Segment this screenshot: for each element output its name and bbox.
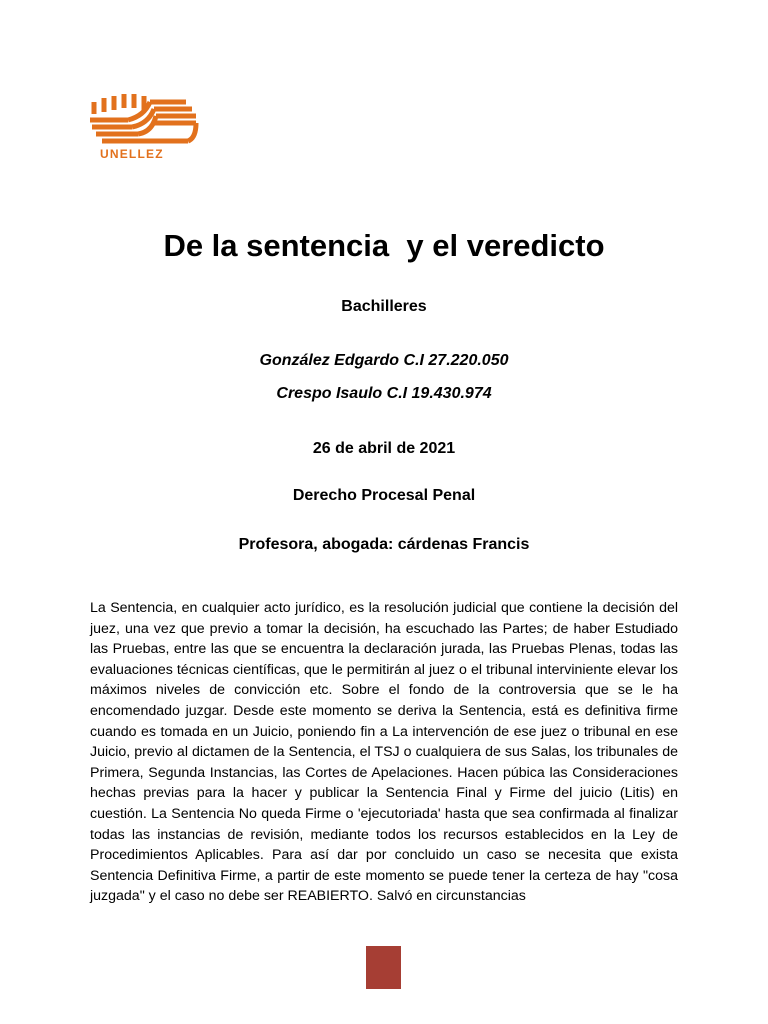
unellez-logo-icon [88,92,200,148]
professor-line: Profesora, abogada: cárdenas Francis [238,536,530,553]
document-title: De la sentencia y el veredicto [163,228,605,263]
logo-wordmark: UNELLEZ [100,147,164,161]
subtitle: Bachilleres [341,298,427,315]
body-paragraph: La Sentencia, en cualquier acto jurídico, es la resolución judicial que contiene la decisión del juez, una vez que previo a tomar la decisión, ha escuchado las Partes; de haber Estudiado las Pruebas, entre las que se encuentra la declaración jurada, las Pruebas Plenas, todas las evaluaciones técnicas científicas, que le permitirán al juez o el tribunal interviniente elevar los máximos niveles de convicción etc. Sobre el fondo de la controversia que se le ha encomendado juzgar. Desde este momento se deriva la Sentencia, está es definitiva firme cuando es tomada en un Juicio, poniendo fin a La intervención de ese juez o tribunal en ese Juicio, previo al dictamen de la Sentencia, el TSJ o cualquiera de sus Salas, los tribunales de Primera, Segunda Instancias, las Cortes de Apelaciones. Hacen púbica las Consideraciones hechas previas para la hacer y publicar la Sentencia Final y Firme del juicio (Litis) en cuestión. La Sentencia No queda Firme o 'ejecutoriada' hasta que sea confirmada al finalizar todas las instancias de revisión, mediante todos los recursos establecidos en la Ley de Procedimientos Aplicables. Para así dar por concluido un caso se necesita que exista Sentencia Definitiva Firme, a partir de este momento se puede tener la certeza de hay "cosa juzgada" y el caso no debe ser REABIERTO. Salvó en circunstancias [90,600,678,905]
author-1: González Edgardo C.I 27.220.050 [259,352,509,369]
unellez-logo [88,92,200,162]
page-marker-base [366,987,401,989]
author-2: Crespo Isaulo C.I 19.430.974 [276,385,492,402]
document-date: 26 de abril de 2021 [312,440,456,457]
course-name: Derecho Procesal Penal [292,487,476,504]
page-marker [366,946,401,989]
